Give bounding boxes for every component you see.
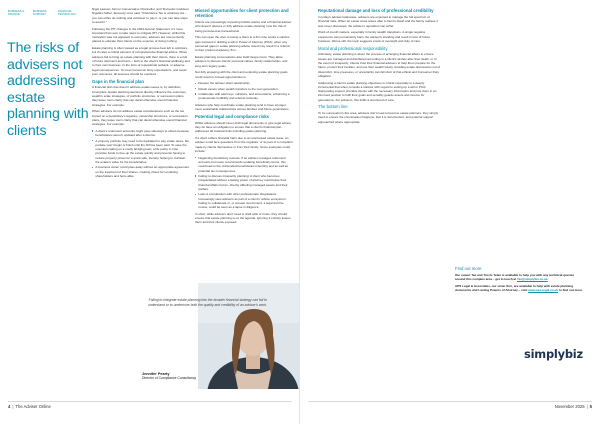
list-item: Lack of coordination with other professionals: Regulations increasingly view advisers as part of a client's 'advice ecosystem'. Failing to collaborate or, or at least recommend, a legal and fire review, could be seen as a lapse in diligence.: [195, 192, 293, 209]
list-item: Deepen the adviser-client relationship.: [195, 81, 293, 85]
category-tags: [8, 10, 88, 28]
list-item: A client's retirement accounts might pass sideways to others because beneficiaries weren't updated after a divorce.: [92, 129, 190, 138]
section-heading: Find out more: [455, 266, 482, 272]
find-out-more-text: [455, 273, 583, 282]
body-paragraph: Advisers who help coordinate estate planning tend to have stronger, more sustainable relationships across families and future generations.: [195, 103, 290, 112]
bullet-list: [195, 81, 293, 100]
body-paragraph: When advisers do not address estate considerations such as the tax impact on a beneficiary's legacies, ownership structures, or succession plans, they leave room clarity that can derail otherwise sound financial strategies. For example:: [92, 109, 188, 127]
body-paragraph: Addressing a client's estate planning objectives is critical especially to a deeply incremental that when consults a solicitor with regard to setting up a will or POA. Signposting support provides clients with the necessary information and puts them in an informed position to fulfil their goals and sensibly guards assets and income for generations. For advisers, this fulfils a structured of care.: [318, 80, 437, 102]
body-paragraph: Estate planning is often viewed as a legal process best left to solicitors, but it's also a critical element of comprehensive financial advice. When advisers fail to bring up estate planning with their clients, there is a risk of future detriment and harm – both to the client's financial wellbeing and to their own business. In the form of reputational setback, or adverse legal consequences. To meet Consumer Duty expectations, and avoid poor outcomes, all avenues should be explored.: [92, 46, 190, 76]
category-tag: FINANCIAL TECHNOLOGY: [58, 10, 77, 16]
footer-separator: |: [586, 404, 588, 409]
section-heading: Moral and professional responsibility: [318, 45, 388, 51]
body-column-2: [195, 7, 293, 227]
body-paragraph: If a client suffers financial harm due to an overlooked estate issue, an adviser could face questions from the regulator, or as part of a complaint made by clients themselves or from their family. Some examples could include:: [195, 136, 293, 154]
body-column-1: [92, 7, 190, 181]
body-column-4: [455, 7, 583, 295]
section-heading: The bottom line: [318, 104, 348, 110]
aps-legal-text: [455, 284, 583, 293]
article-headline: The risks of advisers not addressing estate planning with clients: [7, 40, 89, 139]
footer-separator: |: [12, 404, 14, 409]
category-tag: BUSINESS & FINANCE: [8, 10, 25, 16]
body-paragraph: In today's adviser landscape, advisers are expected to manage the full spectrum of financial risks. When an estate issue arises after a client's death and the family realises it was never discussed, the adviser's reputation can suffer.: [318, 14, 438, 28]
pull-quote: Failing to integrate estate planning into the broader financial strategy can fail to understand or to undermine both the quality and credibility of an adviser's work.: [147, 298, 267, 307]
find-out-more-copy: Our expert Tax and Trusts Team is available to help you with any technical queries around this complex area – get in touch at: [455, 272, 575, 282]
body-paragraph: Not fully engaging with the client and exploring estate planning goals could result in missed opportunities to:: [195, 70, 288, 79]
list-item: Failing to discuss incapacity planning: A client who becomes incapacitated without a lasting power of attorney could leave their financial affairs frozen, directly affecting managed assets and their welfare.: [195, 174, 293, 191]
aps-legal-website-link[interactable]: www.aps-legal.co.uk: [528, 288, 559, 293]
page-number: 5: [589, 404, 592, 409]
section-heading: Missed opportunities for client protection and retention: [195, 8, 289, 19]
section-heading: Potential legal and compliance risks: [195, 114, 270, 120]
body-paragraph: Estate planning conversations also build deeper trust. They allow advisers to discuss clients' personal values, family relationships, and long-term legacy goals.: [195, 55, 288, 68]
logo-wordmark: simplybiz: [524, 347, 583, 361]
page-number: 4: [8, 404, 11, 409]
right-footer: [555, 404, 592, 409]
section-heading: Gaps in the financial plan: [92, 78, 145, 84]
body-paragraph: In short, while advisers don't need to draft wills or trusts, they should ensure that estate planning is on the agenda. Ignoring it entirely leaves them and their clients exposed.: [195, 211, 291, 225]
body-paragraph: Word-of-mouth matters, especially in family wealth transitions. A single negative experience can permanently harm the adviser's standing and result in loss of future business. Worse still, the topic suggests a lack of oversight and duty of care.: [318, 30, 431, 43]
category-tag: BUSINESS SUPPORT: [33, 10, 47, 16]
aps-legal-copy-tail: to find out more.: [558, 288, 583, 293]
body-paragraph: Nigel Lawson, former Conservative Chancellor, and 'Domestic Goddess' Nigella's father, famously once said: "Inheritance Tax is voluntary tax – you can either do nothing and volunteer to pay it, or you can take steps to avoid it.": [92, 7, 190, 24]
author-name: Jennifer Pearty: [142, 372, 170, 376]
body-paragraph: A financial plan that doesn't address estate issues is, by definition, incomplete. Estate planning decisions directly influence the outcomes, wealth's scale strategies, of portfolio structures, or succession plans, they leave room clarity that can derail otherwise sound financial strategies. For example:: [92, 85, 187, 107]
left-sidebar: [0, 0, 88, 424]
author-byline: [142, 372, 202, 381]
body-paragraph: This can open the door to losing a client to a firm who works a solicitor gets involved in drafting a will or Power of Attorney (POA), when any perceived gaps in estate planning advice noted may result in a referral to their preferred advisory firm.: [195, 35, 290, 53]
bullet-list: [92, 129, 190, 178]
tax-team-email-link[interactable]: Tax@simplybiz.co.uk: [516, 277, 548, 282]
list-item: Retain assets when wealth transfers to the next generation.: [195, 87, 293, 91]
body-column-3: [318, 7, 440, 126]
aps-legal-copy: APS Legal & Associates, our sister firm, are available to help with estate planning documents and Lasting Powers of Attorney – visit: [455, 283, 574, 293]
issue-date: November 2025: [554, 404, 585, 409]
body-paragraph: Following the IHT changes in the 2024 Autumn Statement, it's more important than ever to take steps to mitigate IHT. However, whilst this motivation was not apparent to everyone, advisers are now perfectly placed to educate their clients on the expense of doing nothing.: [92, 26, 186, 44]
list-item: A business owner could pass away without an appropriate agreement on the treatment of their shares, creating chaos for remaining shareholders and heirs alike.: [92, 165, 190, 178]
body-paragraph: To be successful in this area, advisers don't need to become estate planners, they simply need to ensure the conversation happens, that it is documented, and external support approached where appropriate.: [318, 111, 438, 124]
section-heading: Reputational damage and loss of professional credibility: [318, 8, 434, 14]
body-paragraph: Whilst advisers should never draft legal documents or give legal advice, they do have an obligation to ensure that a client's financial plan addresses all material risks including estate planning.: [195, 120, 292, 134]
publication-title: The Adviser Online: [15, 404, 51, 409]
list-item: Collaborate with attorneys, solicitors, and accountants, enhancing a professional credibility and referral networks.: [195, 92, 293, 101]
footer-rule: [308, 401, 592, 402]
bullet-list: [195, 156, 293, 210]
simplybiz-logo: [524, 345, 588, 361]
body-paragraph: Ultimately, estate planning is about the process of arranging financial affairs to ensure assets are managed and distributed according to a client's wishes after their death, or in the event of incapacity. Clients trust their financial advisers to help them prepare for the future, protect their families, and use their wealth wisely. Avoiding estate discussions out of discomfort, time pressures, or uncertainty can fall short of that ethical and Consumer Duty obligation.: [318, 52, 440, 78]
footer-rule: [8, 401, 292, 402]
body-paragraph: Clients are increasingly expecting holistic advice and a financial adviser who doesn't discuss or fully address estate planning runs the risk of being perceived as transactional.: [195, 20, 292, 33]
list-item: Neglecting beneficiary reviews: If an adviser manages retirement accounts but never recommends updating beneficiary forms, this could lead to the unintended beneficiaries inheriting and as well as potential tax consequences.: [195, 156, 293, 173]
list-item: A property portfolio may need to be liquidated to pay estate taxes, but probate won't begin or finish until the bill has been paid. To save the executors taking on a costly bridging loan, a life policy in trust provides funds to free-up the estate quickly and prevents having to reduce property prices for a quick sale, thereby helping to maintain the estate's value for the beneficiaries.: [92, 139, 190, 165]
left-footer: [8, 404, 51, 409]
author-role: Director of Compliance Consultancy: [142, 376, 197, 381]
column-spacer: [455, 7, 583, 265]
